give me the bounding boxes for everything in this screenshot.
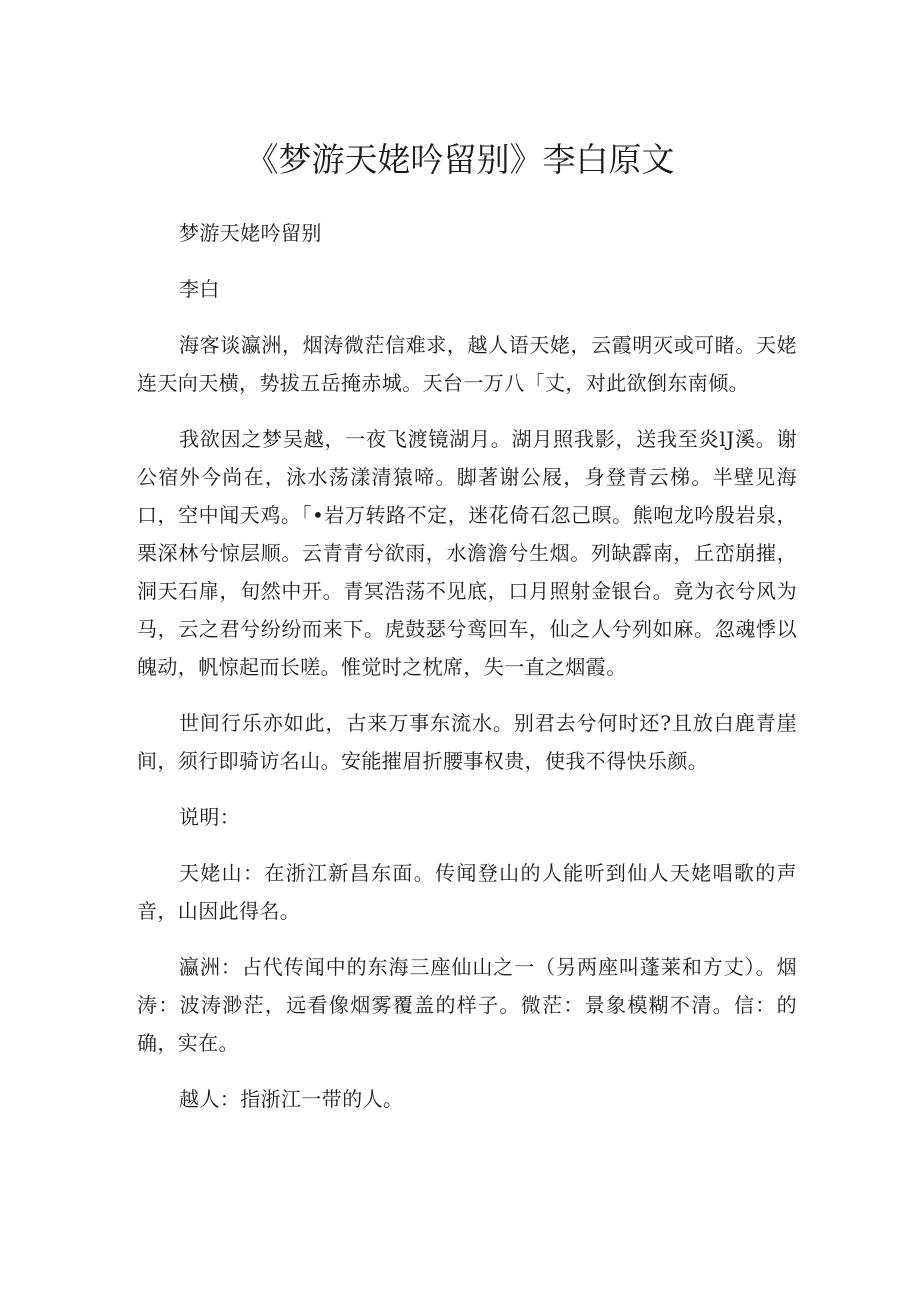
document-title: 《梦游天姥吟留别》李白原文 xyxy=(245,140,675,179)
poem-author: 李白 xyxy=(179,277,220,301)
poem-stanza-3: 世间行乐亦如此，古来万事东流水。别君去兮何时还?且放白鹿青崖间，须行即骑访名山。安能摧眉折腰事权贵，使我不得快乐颜。 xyxy=(137,711,797,773)
poem-stanza-2: 我欲因之梦吴越，一夜飞渡镜湖月。湖月照我影，送我至炎lJ溪。谢公宿外今尚在，泳水荡漾清猿啼。脚著谢公屐，身登青云梯。半壁见海口，空中闻天鸡。「•岩万转路不定，迷花倚石忽己暝。熊咆龙吟殷岩泉，栗深林兮惊层顺。云青青兮欲雨，水澹澹兮生烟。列缺霹南，丘峦崩摧，洞天石扉，旬然中开。青冥浩荡不见底，口月照射金银台。竟为衣兮风为马，云之君兮纷纷而来下。虎鼓瑟兮鸾回车，仙之人兮列如麻。忽魂悸以魄动，帆惊起而长嗟。惟觉时之枕席，失一直之烟霞。 xyxy=(137,427,797,679)
notes-heading: 说明： xyxy=(179,805,241,829)
note-yingzhou: 瀛洲：占代传闻中的东海三座仙山之一（另两座叫蓬莱和方丈）。烟涛：波涛渺茫，远看像烟雾覆盖的样子。微茫：景象模糊不清。信：的确，实在。 xyxy=(137,955,797,1055)
document-body xyxy=(137,214,797,1136)
note-tianmu-mountain: 天姥山：在浙江新昌东面。传闻登山的人能听到仙人天姥唱歌的声音，山因此得名。 xyxy=(137,861,797,923)
poem-stanza-1: 海客谈瀛洲，烟涛微茫信难求，越人语天姥，云霞明灭或可睹。天姥连天向天横，势拔五岳掩赤城。天台一万八「丈，对此欲倒东南倾。 xyxy=(137,333,797,395)
note-yueren: 越人：指浙江一带的人。 xyxy=(179,1087,404,1111)
poem-title: 梦游天姥吟留别 xyxy=(179,221,322,245)
